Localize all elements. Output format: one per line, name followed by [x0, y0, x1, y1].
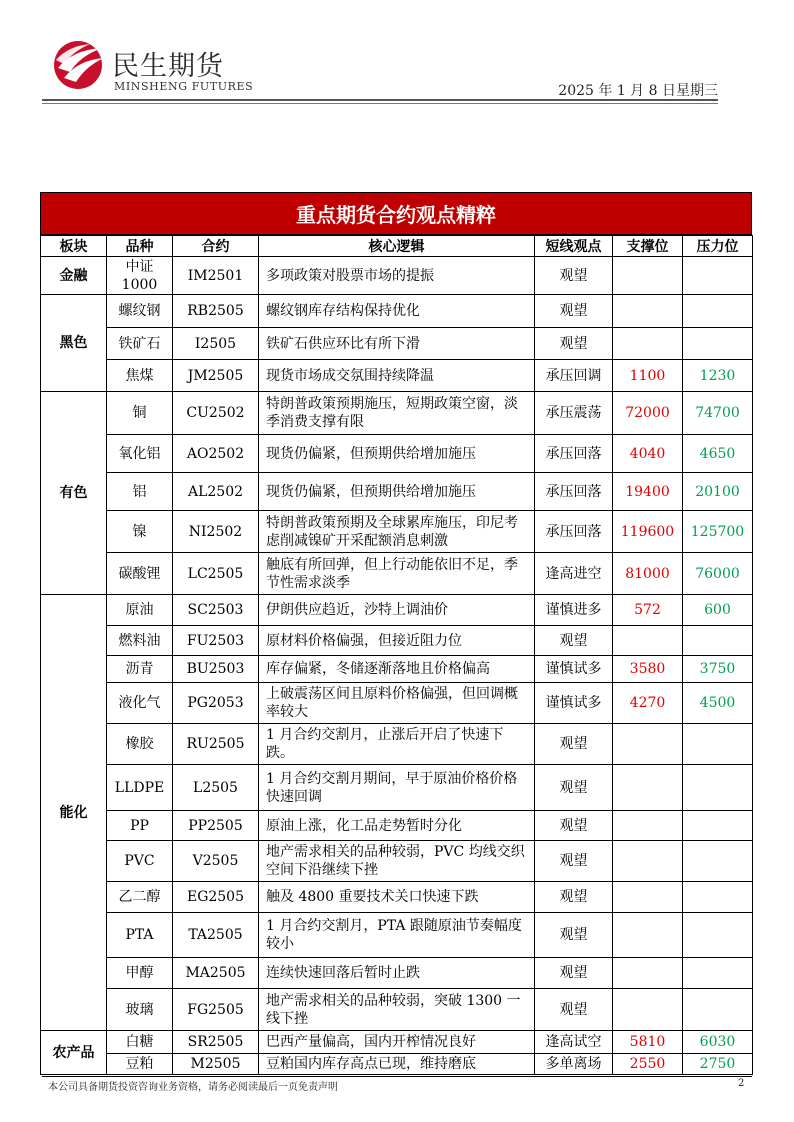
- table-row: [41, 435, 753, 473]
- column-header: 品种: [107, 236, 173, 257]
- variety-cell: 碳酸锂: [107, 553, 173, 595]
- resistance-cell: 600: [683, 595, 753, 626]
- variety-cell: 白糖: [107, 1031, 173, 1054]
- minsheng-logo-icon: [50, 38, 108, 90]
- logic-cell: 螺纹钢库存结构保持优化: [259, 295, 535, 328]
- view-cell: 谨慎进多: [535, 595, 613, 626]
- contract-cell: AO2502: [173, 435, 259, 473]
- resistance-cell: [683, 724, 753, 765]
- footer-divider: [42, 1076, 752, 1077]
- contract-cell: BU2503: [173, 656, 259, 683]
- contract-cell: TA2505: [173, 913, 259, 958]
- support-cell: [613, 295, 683, 328]
- brand-name: 民生期货: [112, 51, 224, 82]
- support-cell: 1100: [613, 360, 683, 392]
- column-header: 合约: [173, 236, 259, 257]
- variety-cell: 铜: [107, 392, 173, 435]
- table-row: [41, 511, 753, 553]
- support-cell: [613, 811, 683, 841]
- variety-cell: 原油: [107, 595, 173, 626]
- table-title: 重点期货合约观点精粹: [40, 192, 752, 235]
- table-row: [41, 765, 753, 811]
- resistance-cell: [683, 841, 753, 882]
- table-row: [41, 841, 753, 882]
- view-cell: 观望: [535, 765, 613, 811]
- resistance-cell: [683, 295, 753, 328]
- contract-cell: FU2503: [173, 626, 259, 656]
- support-cell: [613, 724, 683, 765]
- table-row: [41, 328, 753, 360]
- variety-cell: 橡胶: [107, 724, 173, 765]
- view-cell: 承压回落: [535, 435, 613, 473]
- variety-cell: 乙二醇: [107, 882, 173, 913]
- table-row: [41, 257, 753, 295]
- support-cell: 119600: [613, 511, 683, 553]
- header-divider: [42, 99, 718, 101]
- contract-cell: AL2502: [173, 473, 259, 511]
- logic-cell: 铁矿石供应环比有所下滑: [259, 328, 535, 360]
- variety-cell: 焦煤: [107, 360, 173, 392]
- resistance-cell: [683, 811, 753, 841]
- column-header: 短线观点: [535, 236, 613, 257]
- contract-cell: RU2505: [173, 724, 259, 765]
- contract-cell: MA2505: [173, 958, 259, 989]
- contract-cell: L2505: [173, 765, 259, 811]
- variety-cell: 螺纹钢: [107, 295, 173, 328]
- support-cell: 3580: [613, 656, 683, 683]
- sector-cell: 农产品: [41, 1031, 107, 1075]
- logic-cell: 连续快速回落后暂时止跌: [259, 958, 535, 989]
- table-row: [41, 724, 753, 765]
- logic-cell: 原材料价格偏强，但接近阻力位: [259, 626, 535, 656]
- resistance-cell: 125700: [683, 511, 753, 553]
- contract-cell: CU2502: [173, 392, 259, 435]
- view-cell: 观望: [535, 811, 613, 841]
- variety-cell: 豆粕: [107, 1054, 173, 1075]
- resistance-cell: 3750: [683, 656, 753, 683]
- contract-cell: NI2502: [173, 511, 259, 553]
- header-divider-thin: [42, 103, 718, 104]
- table-row: [41, 553, 753, 595]
- view-cell: 观望: [535, 257, 613, 295]
- logic-cell: 上破震荡区间且原料价格偏强，但回调概率较大: [259, 683, 535, 724]
- table-row: [41, 473, 753, 511]
- view-cell: 观望: [535, 724, 613, 765]
- resistance-cell: [683, 989, 753, 1031]
- resistance-cell: 74700: [683, 392, 753, 435]
- resistance-cell: 2750: [683, 1054, 753, 1075]
- support-cell: [613, 257, 683, 295]
- table-row: [41, 595, 753, 626]
- resistance-cell: [683, 913, 753, 958]
- view-cell: 逢高试空: [535, 1031, 613, 1054]
- contract-cell: I2505: [173, 328, 259, 360]
- view-cell: 观望: [535, 295, 613, 328]
- support-cell: 19400: [613, 473, 683, 511]
- key-contracts-table: [40, 192, 752, 1075]
- column-header: 支撑位: [613, 236, 683, 257]
- logic-cell: 现货仍偏紧，但预期供给增加施压: [259, 473, 535, 511]
- view-cell: 承压震荡: [535, 392, 613, 435]
- logic-cell: 伊朗供应趋近，沙特上调油价: [259, 595, 535, 626]
- support-cell: [613, 841, 683, 882]
- logic-cell: 豆粕国内库存高点已现，维持磨底: [259, 1054, 535, 1075]
- logic-cell: 原油上涨，化工品走势暂时分化: [259, 811, 535, 841]
- resistance-cell: [683, 257, 753, 295]
- variety-cell: LLDPE: [107, 765, 173, 811]
- support-cell: 4040: [613, 435, 683, 473]
- sector-cell: 能化: [41, 595, 107, 1031]
- variety-cell: 玻璃: [107, 989, 173, 1031]
- variety-cell: PP: [107, 811, 173, 841]
- view-cell: 多单离场: [535, 1054, 613, 1075]
- support-cell: 5810: [613, 1031, 683, 1054]
- view-cell: 谨慎试多: [535, 683, 613, 724]
- support-cell: [613, 913, 683, 958]
- contract-cell: FG2505: [173, 989, 259, 1031]
- view-cell: 承压回调: [535, 360, 613, 392]
- view-cell: 承压回落: [535, 473, 613, 511]
- contract-cell: IM2501: [173, 257, 259, 295]
- support-cell: 572: [613, 595, 683, 626]
- variety-cell: 镍: [107, 511, 173, 553]
- contract-cell: M2505: [173, 1054, 259, 1075]
- sector-cell: 金融: [41, 257, 107, 295]
- logic-cell: 巴西产量偏高，国内开榨情况良好: [259, 1031, 535, 1054]
- table-row: [41, 360, 753, 392]
- view-cell: 观望: [535, 882, 613, 913]
- table-row: [41, 656, 753, 683]
- resistance-cell: 20100: [683, 473, 753, 511]
- sector-cell: 有色: [41, 392, 107, 595]
- resistance-cell: 76000: [683, 553, 753, 595]
- table-row: [41, 683, 753, 724]
- report-date: 2025 年 1 月 8 日星期三: [558, 83, 718, 99]
- resistance-cell: 1230: [683, 360, 753, 392]
- logic-cell: 现货仍偏紧，但预期供给增加施压: [259, 435, 535, 473]
- table-row: [41, 1054, 753, 1075]
- resistance-cell: [683, 765, 753, 811]
- variety-cell: 燃料油: [107, 626, 173, 656]
- support-cell: [613, 989, 683, 1031]
- variety-cell: PVC: [107, 841, 173, 882]
- variety-cell: 液化气: [107, 683, 173, 724]
- support-cell: 81000: [613, 553, 683, 595]
- variety-cell: 沥青: [107, 656, 173, 683]
- table-row: [41, 626, 753, 656]
- support-cell: 72000: [613, 392, 683, 435]
- logic-cell: 触底有所回弹，但上行动能依旧不足，季节性需求淡季: [259, 553, 535, 595]
- contract-cell: PG2053: [173, 683, 259, 724]
- logic-cell: 地产需求相关的品种较弱，突破 1300 一线下挫: [259, 989, 535, 1031]
- variety-cell: PTA: [107, 913, 173, 958]
- column-header: 核心逻辑: [259, 236, 535, 257]
- page-number: 2: [738, 1078, 745, 1089]
- view-cell: 观望: [535, 328, 613, 360]
- table-row: [41, 958, 753, 989]
- table-row: [41, 295, 753, 328]
- logic-cell: 1 月合约交割月，PTA 跟随原油节奏幅度较小: [259, 913, 535, 958]
- contract-cell: SR2505: [173, 1031, 259, 1054]
- column-header: 压力位: [683, 236, 753, 257]
- table-row: [41, 989, 753, 1031]
- page-header: [0, 0, 794, 110]
- view-cell: 谨慎试多: [535, 656, 613, 683]
- table-row: [41, 882, 753, 913]
- logic-cell: 多项政策对股票市场的提振: [259, 257, 535, 295]
- support-cell: [613, 328, 683, 360]
- variety-cell: 氧化铝: [107, 435, 173, 473]
- table-row: [41, 913, 753, 958]
- logic-cell: 1 月合约交割月，止涨后开启了快速下跌。: [259, 724, 535, 765]
- support-cell: [613, 626, 683, 656]
- view-cell: 观望: [535, 989, 613, 1031]
- contract-cell: LC2505: [173, 553, 259, 595]
- table-row: [41, 392, 753, 435]
- support-cell: [613, 958, 683, 989]
- support-cell: [613, 882, 683, 913]
- logic-cell: 1 月合约交割月期间，早于原油价格价格快速回调: [259, 765, 535, 811]
- contract-cell: EG2505: [173, 882, 259, 913]
- resistance-cell: [683, 958, 753, 989]
- table-header-row: [41, 236, 753, 257]
- disclaimer-text: 本公司具备期货投资咨询业务资格，请务必阅读最后一页免责声明: [48, 1082, 338, 1093]
- view-cell: 观望: [535, 626, 613, 656]
- variety-cell: 铝: [107, 473, 173, 511]
- logic-cell: 触及 4800 重要技术关口快速下跌: [259, 882, 535, 913]
- contract-cell: V2505: [173, 841, 259, 882]
- view-cell: 观望: [535, 913, 613, 958]
- resistance-cell: 4500: [683, 683, 753, 724]
- contract-cell: RB2505: [173, 295, 259, 328]
- resistance-cell: [683, 328, 753, 360]
- table-row: [41, 811, 753, 841]
- variety-cell: 铁矿石: [107, 328, 173, 360]
- logic-cell: 现货市场成交氛围持续降温: [259, 360, 535, 392]
- contract-cell: PP2505: [173, 811, 259, 841]
- view-cell: 观望: [535, 841, 613, 882]
- logic-cell: 库存偏紧，冬储逐渐落地且价格偏高: [259, 656, 535, 683]
- resistance-cell: [683, 626, 753, 656]
- support-cell: 2550: [613, 1054, 683, 1075]
- table-row: [41, 1031, 753, 1054]
- sector-cell: 黑色: [41, 295, 107, 392]
- contract-cell: SC2503: [173, 595, 259, 626]
- variety-cell: 中证1000: [107, 257, 173, 295]
- contract-cell: JM2505: [173, 360, 259, 392]
- logic-cell: 特朗普政策预期施压，短期政策空窗，淡季消费支撑有限: [259, 392, 535, 435]
- brand-name-english: MINSHENG FUTURES: [114, 80, 254, 93]
- support-cell: 4270: [613, 683, 683, 724]
- support-cell: [613, 765, 683, 811]
- resistance-cell: [683, 882, 753, 913]
- logic-cell: 特朗普政策预期及全球累库施压，印尼考虑削减镍矿开采配额消息刺激: [259, 511, 535, 553]
- variety-cell: 甲醇: [107, 958, 173, 989]
- resistance-cell: 4650: [683, 435, 753, 473]
- resistance-cell: 6030: [683, 1031, 753, 1054]
- view-cell: 逢高进空: [535, 553, 613, 595]
- logic-cell: 地产需求相关的品种较弱，PVC 均线交织空间下沿继续下挫: [259, 841, 535, 882]
- view-cell: 承压回落: [535, 511, 613, 553]
- view-cell: 观望: [535, 958, 613, 989]
- column-header: 板块: [41, 236, 107, 257]
